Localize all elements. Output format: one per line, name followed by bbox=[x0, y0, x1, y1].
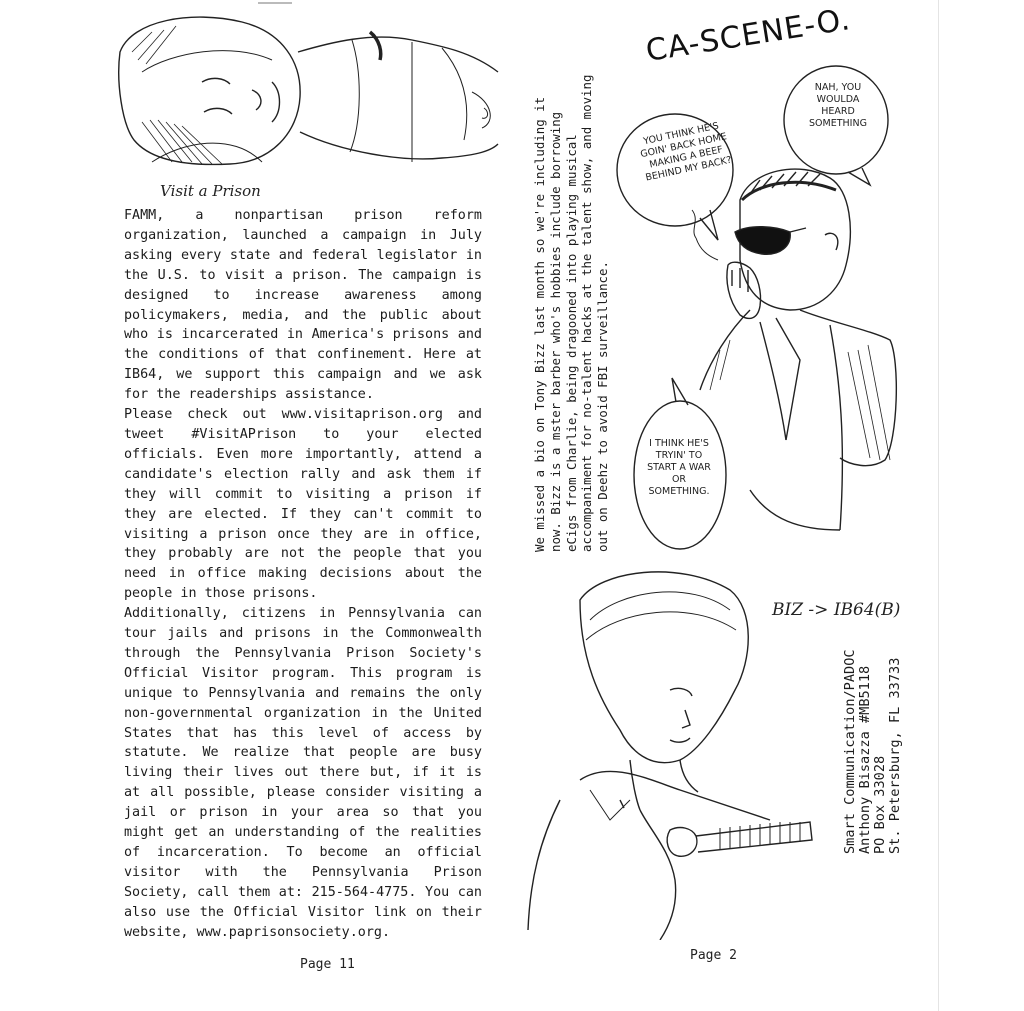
speech-bubble-1: YOU THINK HE'S GOIN' BACK HOME MAKING A BEEF BEHIND MY BACK? bbox=[639, 120, 733, 184]
article-title: Visit a Prison bbox=[160, 182, 261, 200]
bio-line: eCigs from Charlie, being dragooned into playing musical bbox=[563, 134, 579, 552]
artist-signature: BIZ -> IB64(B) bbox=[772, 600, 901, 620]
speech-bubble-3: I THINK HE'S TRYIN' TO START A WAR OR SOMETHING. bbox=[647, 438, 711, 497]
address-line: St. Petersburg, FL 33733 bbox=[887, 657, 903, 854]
bio-line: accompaniment for no-talent hacks at the talent show, and moving bbox=[579, 74, 595, 552]
page-number-right: Page 2 bbox=[690, 948, 737, 963]
article-paragraph: FAMM, a nonpartisan prison reform organization, launched a campaign in July asking every state and federal legislator in the U.S. to visit a prison. The campaign is designed to increase awareness among policymakers, media, and the public about who is incarcerated in America's prisons and the conditions of that confinement. Here at IB64, we support this campaign and we ask for the readerships assistance. bbox=[124, 208, 482, 403]
page-number-left: Page 11 bbox=[300, 957, 355, 972]
address-line: Smart Communication/PADOC bbox=[842, 649, 858, 854]
article-paragraph: Additionally, citizens in Pennsylvania can tour jails and prisons in the Commonwealth through the Pennsylvania Prison Society's Official Visitor program. This program is unique to Pennsylvania and remains the only non-governmental organization in the United States that has this level of access by statute. We realize that people are busy living their lives out there but, if it is at all possible, please consider visiting a jail or prison in your area so that you might get an understanding of the realities of incarceration. To become an official visitor with the Pennsylvania Prison Society, call them at: 215-564-4775. You can also use the Official Visitor link on their website, www.paprisonsociety.org. bbox=[124, 606, 482, 940]
bio-line: We missed a bio on Tony Bizz last month so we're including it bbox=[532, 96, 547, 552]
barber-illustration bbox=[520, 560, 820, 940]
scan-page-edge bbox=[938, 0, 939, 1011]
reclining-man-illustration bbox=[112, 12, 500, 184]
article-body bbox=[124, 206, 482, 943]
article-paragraph: Please check out www.visitaprison.org and tweet #VisitAPrison to your elected officials. Even more importantly, attend a candidate's election rally and ask them if they will commit to visiting a prison if they are elected. If they can't commit to visiting a prison once they are in office, they probably are not the people that you need in office making decisions about the people in those prisons. bbox=[124, 407, 482, 602]
address-line: Anthony Bisazza #MB5118 bbox=[857, 665, 873, 854]
address-line: PO Box 33028 bbox=[872, 755, 888, 854]
mailing-address bbox=[843, 649, 903, 854]
bio-line: now. Bizz is a mster barber who's hobbies include borrowing bbox=[547, 111, 563, 552]
speech-bubble-2: NAH, YOU WOULDA HEARD SOMETHING bbox=[809, 82, 867, 129]
bio-line: out on Deehz to avoid FBI surveillance. bbox=[595, 261, 611, 552]
scan-mark bbox=[258, 2, 292, 4]
comic-title: CA-SCENE-O. bbox=[643, 2, 854, 69]
